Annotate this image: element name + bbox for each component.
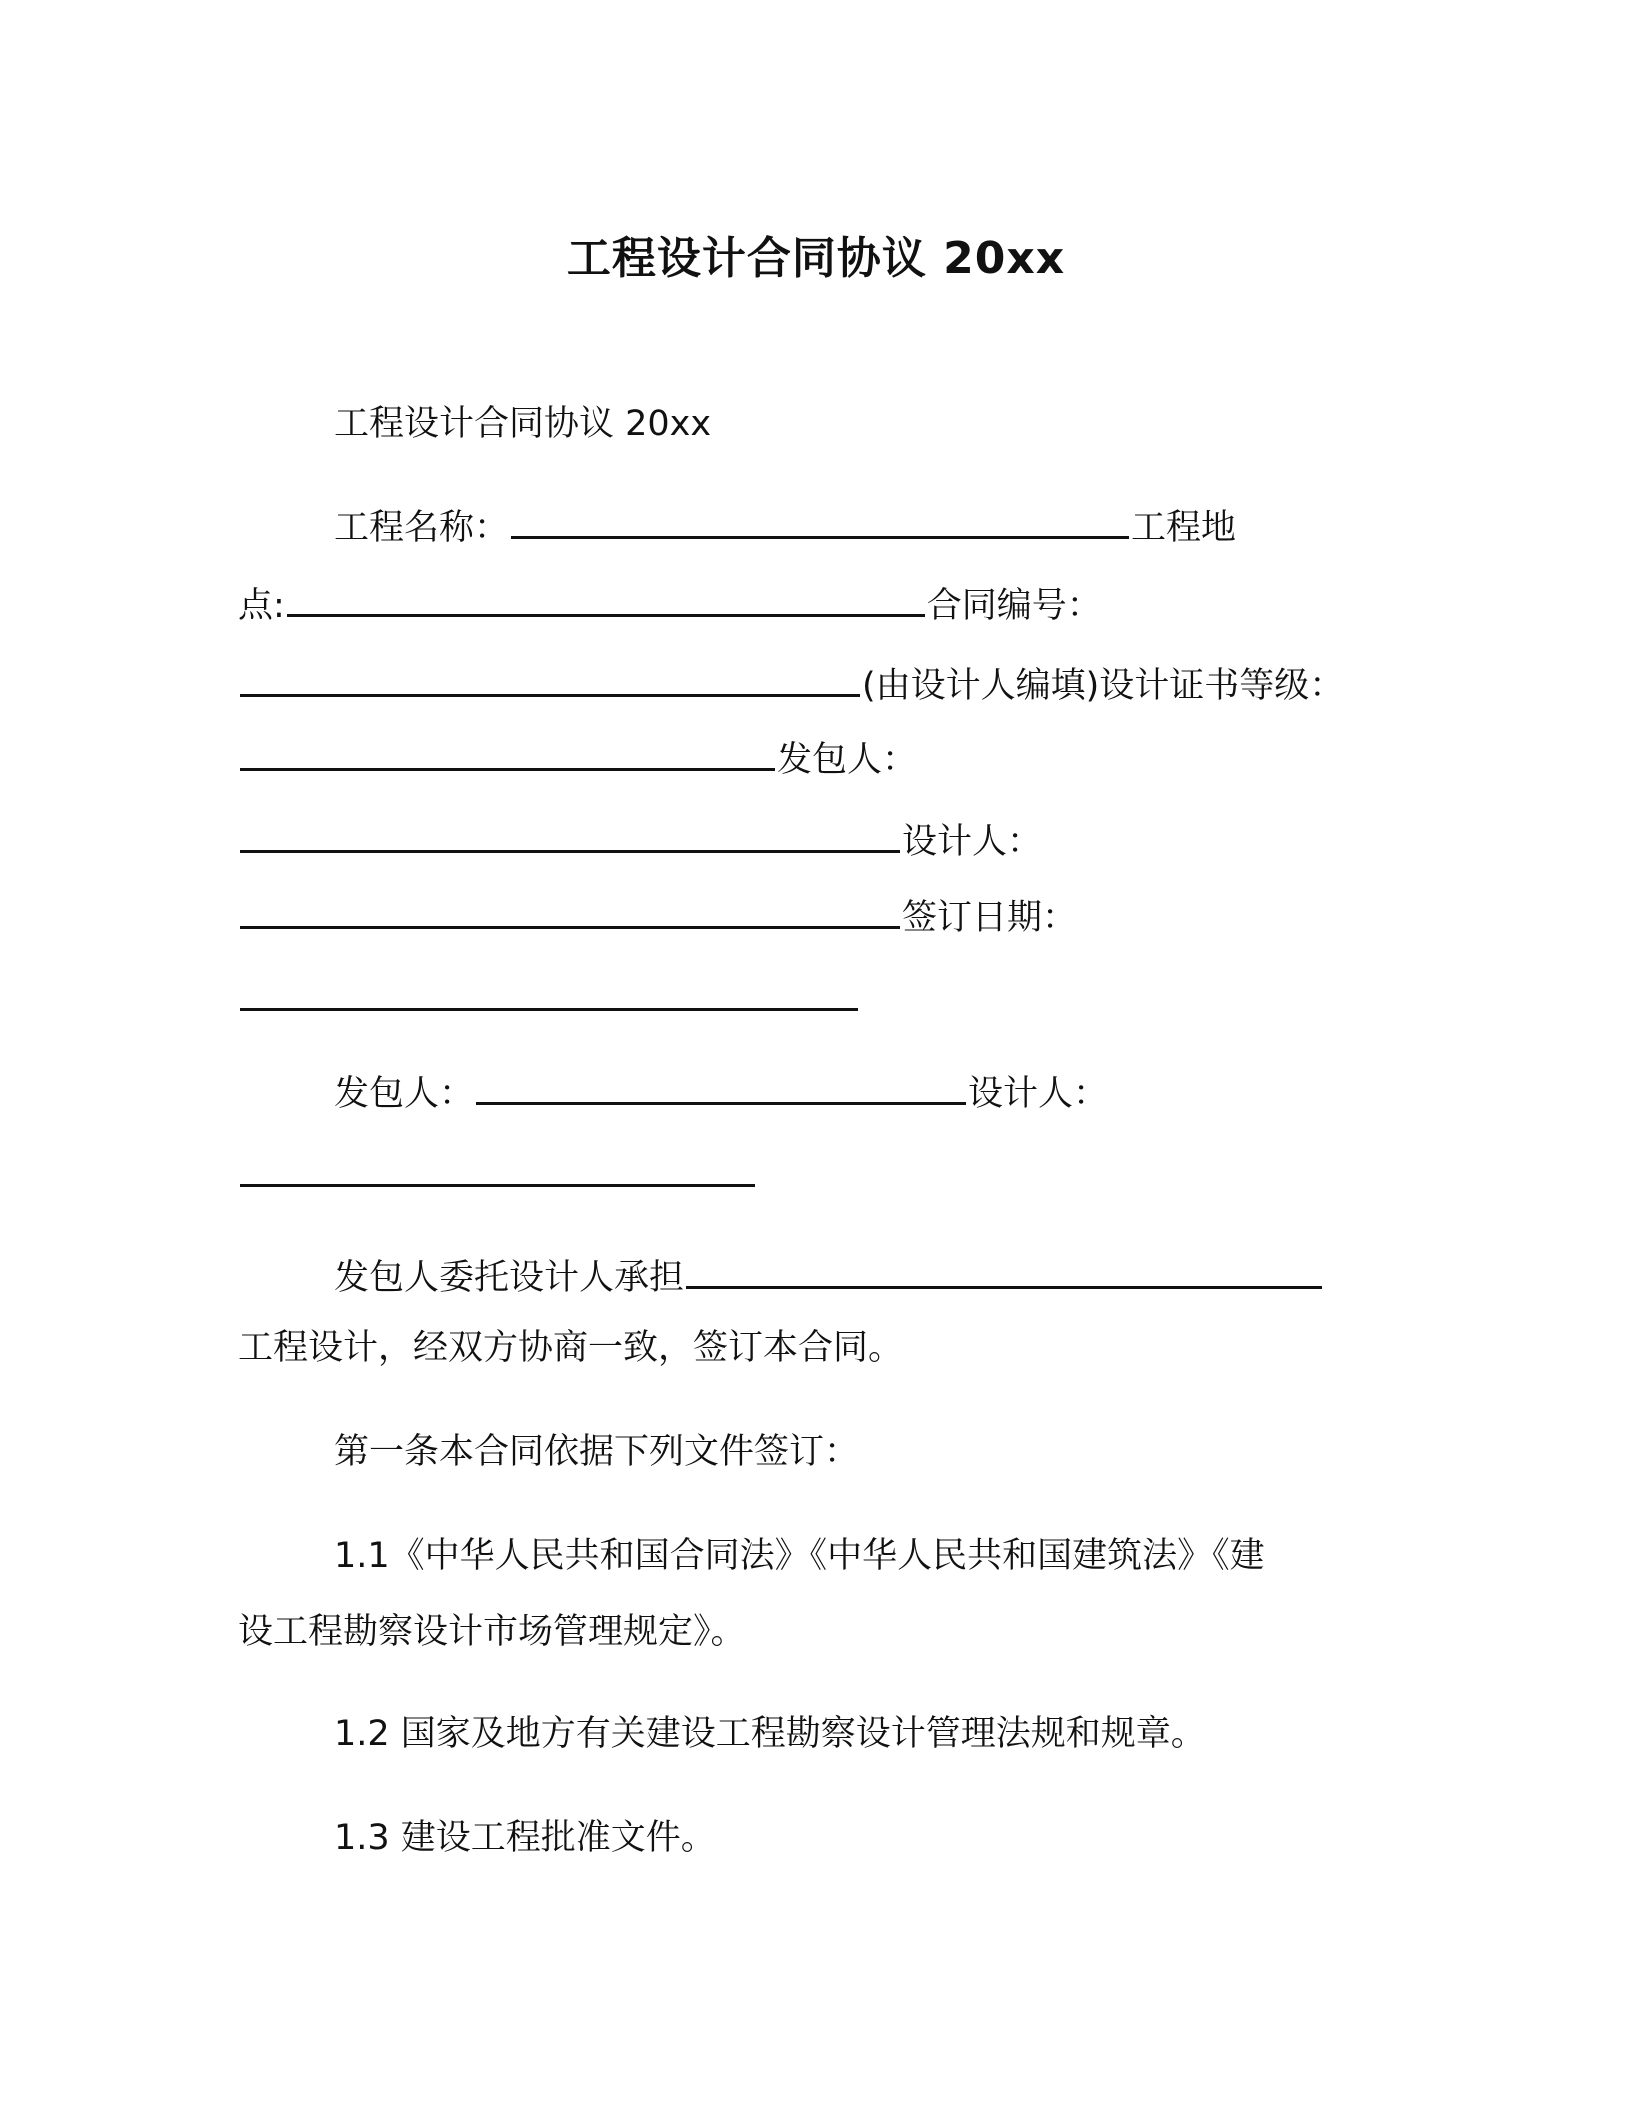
cert-grade-row [238, 732, 917, 782]
intro-line2: 工程设计，经双方协商一致，签订本合同。 [238, 1328, 904, 1368]
designer-blank[interactable] [240, 896, 900, 929]
designer-row [238, 890, 1077, 940]
project-name-blank[interactable] [511, 506, 1129, 539]
subtitle: 工程设计合同协议 20xx [334, 404, 712, 444]
project-name-label: 工程名称： [334, 508, 510, 548]
contract-no-label: 合同编号： [926, 586, 1102, 626]
article1-item1-line2: 设工程勘察设计市场管理规定》。 [238, 1612, 746, 1652]
contract-no-row [238, 658, 1344, 708]
parties-client-label: 发包人： [334, 1074, 475, 1114]
article1-heading: 第一条本合同依据下列文件签订： [334, 1432, 860, 1472]
article1-item1-line1: 1.1《中华人民共和国合同法》《中华人民共和国建筑法》《建 [334, 1536, 1265, 1576]
parties-designer-row [238, 1154, 757, 1196]
project-site-label-part1: 工程地 [1131, 508, 1237, 548]
project-site-label-part2: 点: [238, 586, 285, 626]
client-label: 发包人： [777, 740, 918, 780]
parties-row [334, 1066, 1108, 1116]
project-name-row [334, 500, 1236, 550]
project-site-row [238, 578, 1102, 628]
contract-no-blank[interactable] [240, 664, 860, 697]
parties-designer-blank[interactable] [240, 1154, 755, 1187]
client-blank[interactable] [240, 820, 900, 853]
cert-grade-blank[interactable] [240, 738, 775, 771]
intro-project-blank[interactable] [686, 1256, 1322, 1289]
sign-date-label: 签订日期： [902, 898, 1078, 938]
project-site-blank[interactable] [287, 584, 925, 617]
contract-no-note: (由设计人编填)设计证书等级： [862, 666, 1345, 706]
document-title: 工程设计合同协议 20xx [566, 233, 1066, 284]
sign-date-row [238, 978, 860, 1020]
intro-text: 发包人委托设计人承担 [334, 1258, 685, 1298]
client-row [238, 814, 1042, 864]
parties-client-blank[interactable] [476, 1072, 966, 1105]
article1-item2: 1.2 国家及地方有关建设工程勘察设计管理法规和规章。 [334, 1714, 1206, 1754]
parties-designer-label: 设计人： [968, 1074, 1109, 1114]
sign-date-blank[interactable] [240, 978, 858, 1011]
article1-item3: 1.3 建设工程批准文件。 [334, 1818, 716, 1858]
designer-label: 设计人： [902, 822, 1043, 862]
intro-line1 [334, 1250, 1324, 1300]
